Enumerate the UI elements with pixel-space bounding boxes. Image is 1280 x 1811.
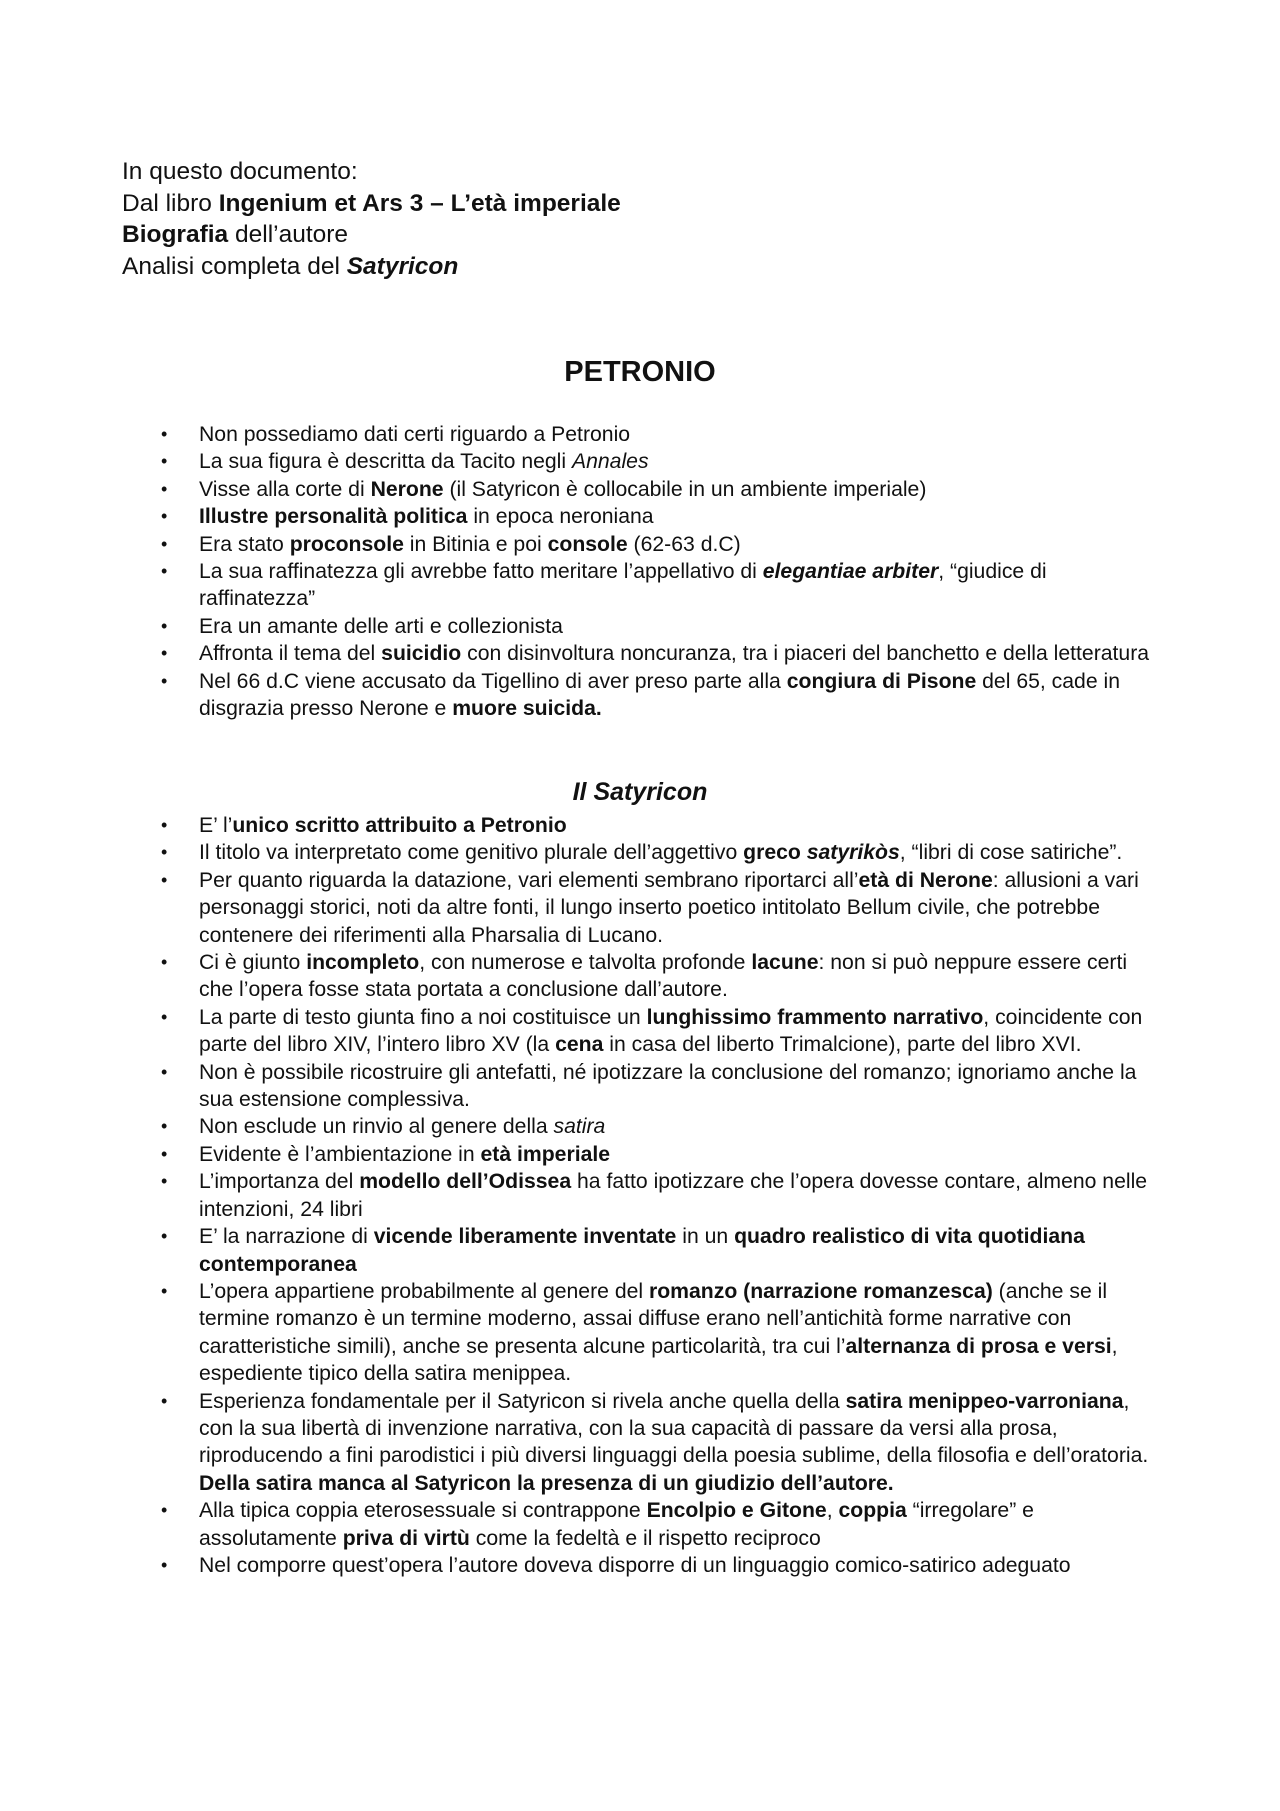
list-item-text: La parte di testo giunta fino a noi costituisce un <box>199 1005 647 1029</box>
bullet-icon: • <box>161 1171 168 1192</box>
list-item-text: coppia <box>838 1499 907 1523</box>
list-item <box>0 448 1161 475</box>
list-item-text: Nel 66 d.C viene accusato da Tigellino di aver preso parte alla <box>199 669 787 693</box>
list-item-text: priva di virtù <box>342 1526 470 1550</box>
list-item-text: La sua raffinatezza gli avrebbe fatto meritare l’appellativo di <box>199 560 763 584</box>
list-item-text: in epoca neroniana <box>467 505 654 529</box>
list-item-text: , “libri di cose satiriche”. <box>899 841 1123 865</box>
list-item <box>0 531 1161 558</box>
list-item <box>0 1388 1161 1498</box>
list-item-text: lunghissimo frammento narrativo <box>646 1005 984 1029</box>
list-item-text: Encolpio e Gitone <box>646 1499 827 1523</box>
list-item-text: Era un amante delle arti e collezionista <box>199 614 563 638</box>
biography-list <box>0 421 1161 722</box>
list-item-text: suicidio <box>381 642 462 666</box>
list-item-text: del 65, cade in disgrazia presso Nerone e <box>199 669 1120 721</box>
bullet-icon: • <box>161 1390 168 1411</box>
list-item-text: satyrikòs <box>806 841 900 865</box>
list-item-text: Esperienza fondamentale per il Satyricon si rivela anche quella della <box>199 1389 846 1413</box>
list-item <box>0 1004 1161 1059</box>
list-item-text: : non si può neppure essere certi che l’opera fosse stata portata a conclusione dall’autore. <box>199 951 1128 1002</box>
list-item-text: vicende liberamente inventate <box>373 1225 677 1249</box>
intro-text: dell’autore <box>228 221 349 248</box>
list-item-text: , <box>826 1499 839 1523</box>
list-item <box>0 839 1161 866</box>
list-item-text: Affronta il tema del <box>199 642 382 666</box>
list-item-text: (anche se il termine romanzo è un termine moderno, assai diffuse erano nell’antichità forme narrative con caratteristiche simili), anche se presenta alcune particolarità, tra cui l’ <box>199 1279 1108 1358</box>
list-item-text: , con numerose e talvolta profonde <box>419 951 752 975</box>
list-item-text: congiura di Pisone <box>786 669 977 693</box>
list-item-text: elegantiae arbiter <box>762 560 939 584</box>
list-item-text: satira menippeo-varroniana <box>845 1389 1124 1413</box>
list-item-text: Nerone <box>370 477 444 501</box>
bullet-icon: • <box>161 615 168 636</box>
bullet-icon: • <box>161 869 168 890</box>
work-title: Satyricon <box>346 252 459 280</box>
bullet-icon: • <box>161 1061 168 1082</box>
list-item-text: età di Nerone <box>858 868 993 892</box>
list-item-text: lacune <box>751 951 819 975</box>
intro-line <box>122 219 621 251</box>
list-item <box>0 558 1161 613</box>
list-item-text: incompleto <box>306 951 420 975</box>
list-item-text: Evidente è l’ambientazione in <box>199 1142 481 1166</box>
list-item-text: console <box>547 532 628 556</box>
list-item <box>0 1168 1161 1223</box>
bullet-icon: • <box>161 533 168 554</box>
list-item-text: La sua figura è descritta da Tacito negli <box>199 450 572 474</box>
list-item-text: E’ la narrazione di <box>199 1225 374 1249</box>
list-item-text: proconsole <box>289 532 404 556</box>
list-item-text: E’ l’ <box>199 814 233 837</box>
list-item-text: età imperiale <box>480 1142 611 1166</box>
bullet-icon: • <box>161 643 168 664</box>
list-item-text: “irregolare” e assolutamente <box>199 1499 1034 1550</box>
list-item-text: : allusioni a vari personaggi storici, noti da altre fonti, il lungo inserto poetico intitolato Bellum civile, che potrebbe contenere dei riferimenti alla Pharsalia di Lucano. <box>199 868 1139 947</box>
list-item-text: Per quanto riguarda la datazione, vari elementi sembrano riportarci all’ <box>199 868 859 892</box>
list-item <box>0 421 1161 448</box>
list-item-text: ha fatto ipotizzare che l’opera dovesse contare, almeno nelle intenzioni, 24 libri <box>199 1170 1148 1221</box>
list-item-text: Il titolo va interpretato come genitivo plurale dell’aggettivo <box>199 841 744 865</box>
bullet-icon: • <box>161 1143 168 1164</box>
bullet-icon: • <box>161 1500 168 1521</box>
list-item <box>0 1059 1161 1114</box>
list-item <box>0 476 1161 503</box>
list-item-text: romanzo (narrazione romanzesca) <box>648 1279 993 1303</box>
list-item-text: greco <box>743 841 807 865</box>
intro-block <box>122 156 621 282</box>
list-item-text: con disinvoltura noncuranza, tra i piaceri del banchetto e della letteratura <box>461 642 1150 666</box>
list-item-text: Era stato <box>199 532 290 556</box>
book-title: Ingenium et Ars 3 – L’età imperiale <box>218 189 621 217</box>
list-item <box>0 668 1161 723</box>
list-item-text: Ci è giunto <box>199 951 307 975</box>
bullet-icon: • <box>161 1280 168 1301</box>
list-item-text: in casa del liberto Trimalcione), parte del libro XVI. <box>603 1033 1082 1057</box>
list-item <box>0 640 1161 667</box>
list-item <box>0 1113 1161 1140</box>
bullet-icon: • <box>161 478 168 499</box>
list-item-text: , con la sua libertà di invenzione narrativa, con la sua capacità di passare da versi alla prosa, riproducendo a fini parodistici i più diversi linguaggi della poesia sublime, della filosofia e dell’oratoria. <box>199 1389 1149 1468</box>
list-item-text: (il Satyricon è collocabile in un ambiente imperiale) <box>443 477 927 501</box>
bullet-icon: • <box>161 1554 168 1575</box>
list-item-text: quadro realistico di vita quotidiana contemporanea <box>199 1225 1085 1276</box>
list-item-text: Annales <box>571 450 649 474</box>
list-item-text: , “giudice di raffinatezza” <box>199 560 1047 611</box>
intro-text: Analisi completa del <box>122 252 347 280</box>
bullet-icon: • <box>161 1006 168 1027</box>
list-item <box>0 867 1161 949</box>
list-item-text: (62-63 d.C) <box>627 532 741 556</box>
list-item <box>0 1552 1161 1579</box>
list-item-text: unico scritto attribuito a Petronio <box>232 814 567 837</box>
page-title: PETRONIO <box>564 356 716 388</box>
intro-text: In questo documento: <box>122 158 358 185</box>
bullet-icon: • <box>161 1226 168 1247</box>
bullet-icon: • <box>161 1116 168 1137</box>
list-item-text: Alla tipica coppia eterosessuale si contrappone <box>199 1499 647 1523</box>
list-item-text: Nel comporre quest’opera l’autore doveva disporre di un linguaggio comico-satirico adeguato <box>199 1553 1071 1577</box>
list-item-text: L’importanza del <box>199 1170 360 1194</box>
list-item-text: , espediente tipico della satira menippea. <box>199 1334 1118 1386</box>
bullet-icon: • <box>161 561 168 582</box>
bullet-icon: • <box>161 842 168 863</box>
list-item <box>0 949 1161 1004</box>
list-item-text: modello dell’Odissea <box>359 1170 572 1194</box>
bullet-icon: • <box>161 506 168 527</box>
bullet-icon: • <box>161 424 168 444</box>
list-item <box>0 1141 1161 1168</box>
list-item-text: come la fedeltà e il rispetto reciproco <box>469 1526 821 1550</box>
list-item-text: alternanza di prosa e versi <box>845 1334 1112 1358</box>
list-item <box>0 503 1161 530</box>
list-item-text: Illustre personalità politica <box>199 505 468 529</box>
intro-bold-text: Biografia <box>122 221 229 248</box>
list-item-text: in un <box>676 1225 735 1249</box>
bullet-icon: • <box>161 451 168 472</box>
list-item <box>0 1278 1161 1388</box>
list-item-text: satira <box>553 1115 606 1139</box>
bullet-icon: • <box>161 670 168 691</box>
list-item-text: cena <box>555 1033 604 1057</box>
list-item-text: Non è possibile ricostruire gli antefatti, né ipotizzare la conclusione del romanzo; ignoriamo anche la sua estensione complessiva. <box>199 1060 1137 1112</box>
list-item-text: , coincidente con parte del libro XIV, l’intero libro XV (la <box>199 1005 1143 1057</box>
list-item-text: Della satira manca al Satyricon la presenza di un giudizio dell’autore. <box>199 1471 894 1495</box>
intro-text: Dal libro <box>122 189 219 217</box>
list-item-text: L’opera appartiene probabilmente al genere del <box>199 1279 649 1303</box>
section-title: Il Satyricon <box>572 778 708 806</box>
list-item-text: Visse alla corte di <box>199 477 371 501</box>
list-item-text: Non possediamo dati certi riguardo a Petronio <box>199 423 631 446</box>
list-item <box>0 1497 1161 1552</box>
list-item <box>0 1223 1161 1278</box>
satyricon-list <box>0 812 1161 1579</box>
list-item-text: Non esclude un rinvio al genere della <box>199 1115 554 1139</box>
intro-line <box>122 156 621 188</box>
list-item-text: muore suicida. <box>452 697 602 721</box>
intro-line <box>122 188 621 220</box>
bullet-icon: • <box>161 815 168 835</box>
list-item <box>0 812 1161 839</box>
intro-line <box>122 251 621 283</box>
bullet-icon: • <box>161 952 168 973</box>
list-item <box>0 613 1161 640</box>
list-item-text: in Bitinia e poi <box>403 532 548 556</box>
